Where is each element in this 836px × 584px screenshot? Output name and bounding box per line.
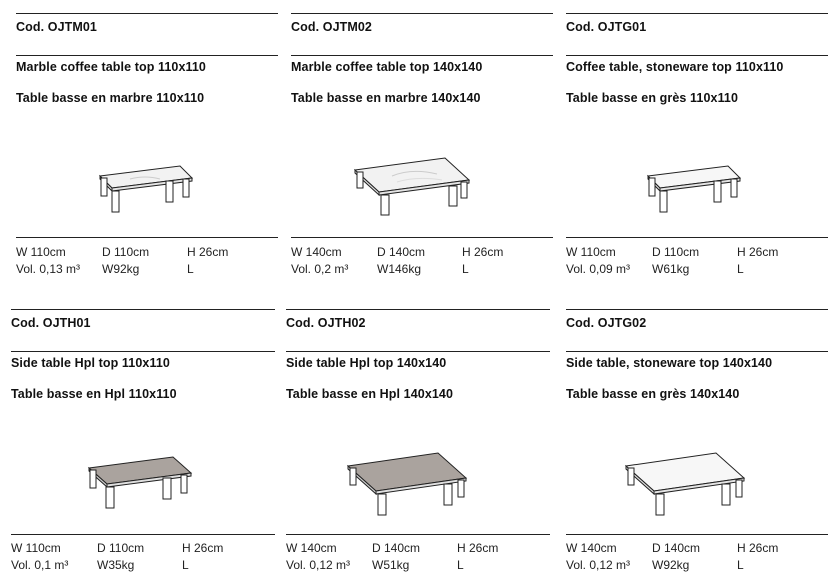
product-name-fr: Table basse en grès 110x110 bbox=[566, 91, 739, 105]
spec-weight: W61kg bbox=[652, 262, 690, 276]
product-illustration bbox=[81, 447, 201, 522]
product-name-en: Marble coffee table top 140x140 bbox=[291, 60, 483, 74]
spec-volume: Vol. 0,12 m³ bbox=[566, 558, 631, 572]
divider bbox=[291, 237, 553, 238]
product-illustration bbox=[620, 441, 755, 526]
spec-height: H 26cm bbox=[182, 541, 224, 555]
product-illustration bbox=[342, 441, 477, 526]
spec-depth: D 140cm bbox=[652, 541, 701, 555]
spec-size: L bbox=[457, 558, 464, 572]
spec-width: W 140cm bbox=[566, 541, 617, 555]
product-illustration bbox=[638, 153, 748, 223]
spec-volume: Vol. 0,2 m³ bbox=[291, 262, 349, 276]
divider bbox=[286, 309, 550, 310]
divider bbox=[11, 309, 275, 310]
product-name-en: Side table Hpl top 110x110 bbox=[11, 356, 170, 370]
product-name-fr: Table basse en Hpl 110x110 bbox=[11, 387, 177, 401]
product-name-fr: Table basse en marbre 140x140 bbox=[291, 91, 481, 105]
spec-weight: W92kg bbox=[102, 262, 140, 276]
product-card-ojtm02 bbox=[291, 13, 553, 283]
product-code: Cod. OJTG01 bbox=[566, 20, 647, 34]
spec-weight: W51kg bbox=[372, 558, 410, 572]
spec-volume: Vol. 0,09 m³ bbox=[566, 262, 631, 276]
divider bbox=[566, 237, 828, 238]
product-code: Cod. OJTH01 bbox=[11, 316, 91, 330]
divider bbox=[286, 534, 550, 535]
product-card-ojth01 bbox=[11, 309, 275, 581]
spec-width: W 140cm bbox=[286, 541, 337, 555]
spec-height: H 26cm bbox=[187, 245, 229, 259]
spec-size: L bbox=[737, 262, 744, 276]
divider bbox=[291, 55, 553, 56]
spec-weight: W92kg bbox=[652, 558, 690, 572]
divider bbox=[291, 13, 553, 14]
product-code: Cod. OJTG02 bbox=[566, 316, 647, 330]
spec-depth: D 110cm bbox=[652, 245, 700, 259]
spec-width: W 140cm bbox=[291, 245, 342, 259]
product-illustration bbox=[347, 148, 477, 228]
divider bbox=[16, 13, 278, 14]
spec-size: L bbox=[182, 558, 189, 572]
product-name-fr: Table basse en grès 140x140 bbox=[566, 387, 740, 401]
product-name-en: Side table Hpl top 140x140 bbox=[286, 356, 447, 370]
product-name-en: Coffee table, stoneware top 110x110 bbox=[566, 60, 784, 74]
spec-volume: Vol. 0,13 m³ bbox=[16, 262, 81, 276]
divider bbox=[11, 534, 275, 535]
product-code: Cod. OJTM02 bbox=[291, 20, 372, 34]
spec-depth: D 140cm bbox=[372, 541, 421, 555]
divider bbox=[566, 534, 828, 535]
product-card-ojtg02 bbox=[566, 309, 828, 581]
product-card-ojtm01 bbox=[16, 13, 278, 283]
divider bbox=[286, 351, 550, 352]
spec-width: W 110cm bbox=[16, 245, 66, 259]
spec-weight: W35kg bbox=[97, 558, 135, 572]
divider bbox=[16, 55, 278, 56]
product-name-fr: Table basse en marbre 110x110 bbox=[16, 91, 205, 105]
product-card-ojtg01 bbox=[566, 13, 828, 283]
divider bbox=[16, 237, 278, 238]
spec-height: H 26cm bbox=[457, 541, 499, 555]
spec-depth: D 110cm bbox=[102, 245, 150, 259]
spec-size: L bbox=[737, 558, 744, 572]
divider bbox=[566, 13, 828, 14]
product-name-en: Marble coffee table top 110x110 bbox=[16, 60, 206, 74]
product-code: Cod. OJTM01 bbox=[16, 20, 97, 34]
product-card-ojth02 bbox=[286, 309, 550, 581]
product-name-en: Side table, stoneware top 140x140 bbox=[566, 356, 773, 370]
spec-width: W 110cm bbox=[566, 245, 616, 259]
spec-weight: W146kg bbox=[377, 262, 422, 276]
divider bbox=[566, 351, 828, 352]
spec-size: L bbox=[462, 262, 469, 276]
spec-volume: Vol. 0,1 m³ bbox=[11, 558, 69, 572]
spec-height: H 26cm bbox=[737, 541, 779, 555]
product-name-fr: Table basse en Hpl 140x140 bbox=[286, 387, 454, 401]
divider bbox=[11, 351, 275, 352]
spec-size: L bbox=[187, 262, 194, 276]
product-code: Cod. OJTH02 bbox=[286, 316, 366, 330]
spec-width: W 110cm bbox=[11, 541, 61, 555]
spec-height: H 26cm bbox=[737, 245, 779, 259]
divider bbox=[566, 309, 828, 310]
spec-depth: D 140cm bbox=[377, 245, 426, 259]
product-illustration bbox=[90, 153, 200, 223]
divider bbox=[566, 55, 828, 56]
spec-volume: Vol. 0,12 m³ bbox=[286, 558, 351, 572]
spec-height: H 26cm bbox=[462, 245, 504, 259]
spec-depth: D 110cm bbox=[97, 541, 145, 555]
